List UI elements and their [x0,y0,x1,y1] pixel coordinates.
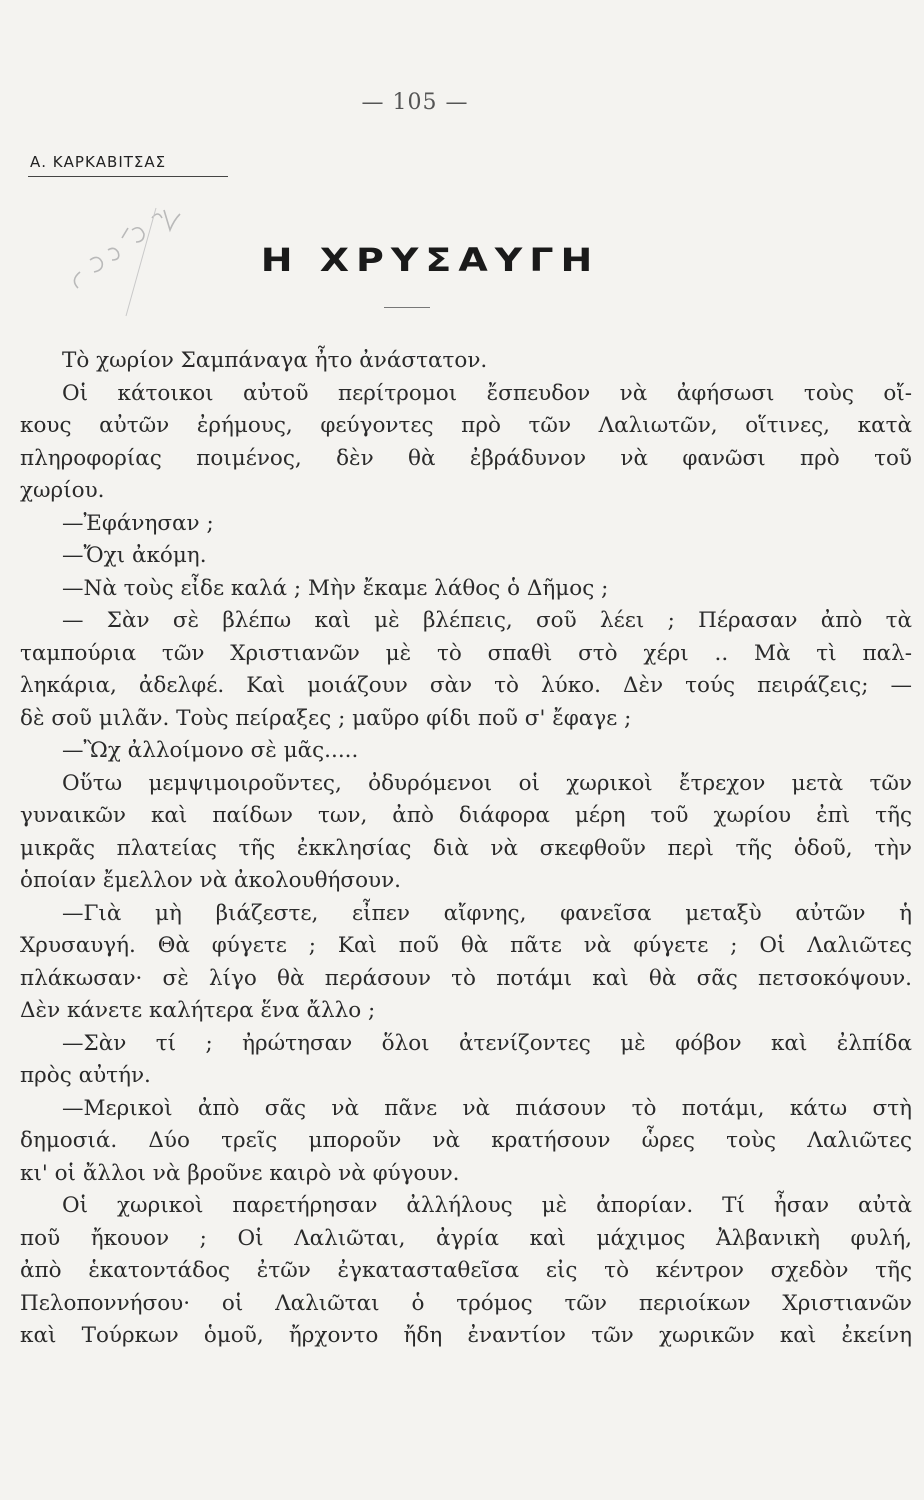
title-divider [384,307,430,308]
text-line: Πελοποννήσου· οἱ Λαλιῶται ὁ τρόμος τῶν περιοίκων Χριστιανῶν [20,1290,912,1316]
text-line: ὁποίαν ἔμελλον νὰ ἀκολουθήσουν. [20,868,402,893]
author-name: Α. ΚΑΡΚΑΒΙΤΣΑΣ [30,153,167,171]
text-line: πρὸς αὐτήν. [20,1063,151,1088]
text-line: Οἱ χωρικοὶ παρετήρησαν ἀλλήλους μὲ ἀπορίαν. Τί ἦσαν αὐτὰ [62,1193,912,1218]
text-line: — Σὰν σὲ βλέπω καὶ μὲ βλέπεις, σοῦ λέει ; Πέρασαν ἀπὸ τὰ [62,608,912,633]
text-line: —Ὄχι ἀκόμη. [62,543,207,568]
text-line: Τὸ χωρίον Σαμπάναγα ἦτο ἀνάστατον. [62,348,488,373]
text-line: ποῦ ἤκουον ; Οἱ Λαλιῶται, ἀγρία καὶ μάχιμος Ἀλβανικὴ φυλή, [20,1225,912,1251]
text-line: Δὲν κάνετε καλήτερα ἕνα ἄλλο ; [20,998,376,1023]
text-line: δὲ σοῦ μιλᾶν. Τοὺς πείραξες ; μαῦρο φίδι ποῦ σ' ἔφαγε ; [20,705,632,731]
body-text [20,345,912,1353]
text-line: καὶ Τούρκων ὁμοῦ, ἤρχοντο ἤδη ἐναντίον τῶν χωρικῶν καὶ ἐκείνη [20,1323,912,1348]
text-line: χωρίου. [20,478,105,503]
text-line: —Ὢχ ἀλλοίμονο σὲ μᾶς..... [62,738,359,763]
text-line: κους αὐτῶν ἐρήμους, φεύγοντες πρὸ τῶν Λαλιωτῶν, οἵτινες, κατὰ [20,413,912,438]
text-line: πληροφορίας ποιμένος, δὲν θὰ ἐβράδυνον νὰ φανῶσι πρὸ τοῦ [20,445,912,471]
text-line: —Σὰν τί ; ἠρώτησαν ὅλοι ἀτενίζοντες μὲ φόβον καὶ ἐλπίδα [62,1030,912,1056]
text-line: πλάκωσαν· σὲ λίγο θὰ περάσουν τὸ ποτάμι καὶ θὰ σᾶς πετσοκόψουν. [20,965,912,991]
text-line: δημοσιά. Δύο τρεῖς μποροῦν νὰ κρατήσουν ὧρες τοὺς Λαλιῶτες [20,1128,912,1153]
author-underline [28,176,228,177]
text-line: —Μερικοὶ ἀπὸ σᾶς νὰ πᾶνε νὰ πιάσουν τὸ ποτάμι, κάτω στὴ [62,1095,912,1121]
text-line: ἀπὸ ἑκατοντάδος ἐτῶν ἐγκατασταθεῖσα εἰς τὸ κέντρον σχεδὸν τῆς [20,1258,912,1283]
text-line: Χρυσαυγή. Θὰ φύγετε ; Καὶ ποῦ θὰ πᾶτε νὰ φύγετε ; Οἱ Λαλιῶτες [20,933,912,958]
text-line: μικρᾶς πλατείας τῆς ἐκκλησίας διὰ νὰ σκεφθοῦν περὶ τῆς ὁδοῦ, τὴν [20,835,912,861]
text-line: —Ἐφάνησαν ; [62,510,214,536]
text-line: γυναικῶν καὶ παίδων των, ἀπὸ διάφορα μέρη τοῦ χωρίου ἐπὶ τῆς [20,803,912,828]
chapter-title: Η ΧΡΥΣΑΥΓΗ [260,241,600,279]
text-line: Οἱ κάτοικοι αὐτοῦ περίτρομοι ἔσπευδον νὰ ἀφήσωσι τοὺς οἴ- [62,380,912,406]
page-number: — 105 — [361,90,469,115]
text-line: κι' οἱ ἄλλοι νὰ βροῦνε καιρὸ νὰ φύγουν. [20,1160,460,1186]
text-line: ταμπούρια τῶν Χριστιανῶν μὲ τὸ σπαθὶ στὸ χέρι .. Μὰ τὶ παλ- [20,640,912,666]
text-line: —Νὰ τοὺς εἶδε καλά ; Μὴν ἔκαμε λάθος ὁ Δῆμος ; [62,575,609,601]
text-line: —Γιὰ μὴ βιάζεστε, εἶπεν αἴφνης, φανεῖσα μεταξὺ αὐτῶν ἡ [62,900,912,926]
text-line: ληκάρια, ἀδελφέ. Καὶ μοιάζουν σὰν τὸ λύκο. Δὲν τούς πειράζεις; — [20,673,912,698]
text-line: Οὕτω μεμψιμοιροῦντες, ὀδυρόμενοι οἱ χωρικοὶ ἔτρεχον μετὰ τῶν [62,770,912,796]
